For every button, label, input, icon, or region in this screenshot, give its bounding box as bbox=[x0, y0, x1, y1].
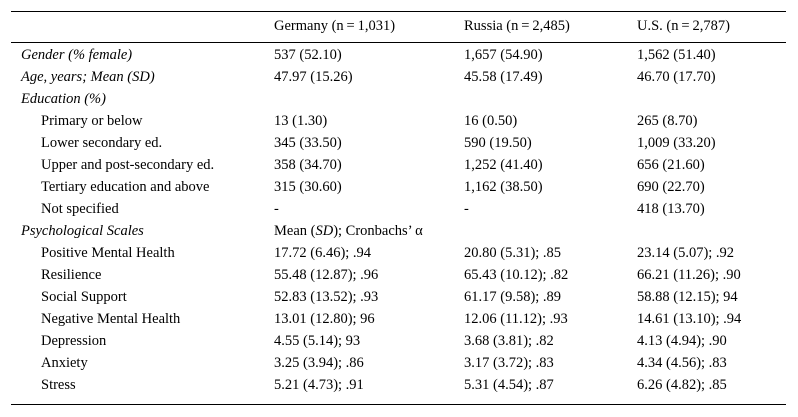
table-row bbox=[11, 44, 786, 66]
cell-russia: 65.43 (10.12); .82 bbox=[464, 267, 569, 283]
row-label: Lower secondary ed. bbox=[41, 135, 163, 151]
scales-note-prefix: Mean ( bbox=[274, 223, 316, 239]
table-row bbox=[11, 286, 786, 308]
row-label: Education (%) bbox=[21, 91, 106, 107]
row-label: Positive Mental Health bbox=[41, 245, 175, 261]
cell-germany: 52.83 (13.52); .93 bbox=[274, 289, 379, 305]
cell-germany: 17.72 (6.46); .94 bbox=[274, 245, 372, 261]
cell-germany: 5.21 (4.73); .91 bbox=[274, 377, 364, 393]
cell-russia: - bbox=[464, 201, 469, 217]
header-us: U.S. (n = 2,787) bbox=[637, 18, 730, 34]
cell-germany: 345 (33.50) bbox=[274, 135, 342, 151]
table-row bbox=[11, 220, 786, 242]
cell-russia: 45.58 (17.49) bbox=[464, 69, 543, 85]
cell-us: 14.61 (13.10); .94 bbox=[637, 311, 742, 327]
table-header-rule bbox=[11, 42, 786, 43]
cell-russia: 1,252 (41.40) bbox=[464, 157, 543, 173]
cell-us: 6.26 (4.82); .85 bbox=[637, 377, 727, 393]
row-label: Primary or below bbox=[41, 113, 143, 129]
row-label: Social Support bbox=[41, 289, 127, 305]
row-label: Not specified bbox=[41, 201, 119, 217]
cell-russia: 3.68 (3.81); .82 bbox=[464, 333, 554, 349]
cell-russia: 3.17 (3.72); .83 bbox=[464, 355, 554, 371]
cell-russia: 20.80 (5.31); .85 bbox=[464, 245, 562, 261]
table-row bbox=[11, 154, 786, 176]
cell-us: 46.70 (17.70) bbox=[637, 69, 716, 85]
cell-germany: 13.01 (12.80); 96 bbox=[274, 311, 375, 327]
cell-russia: 12.06 (11.12); .93 bbox=[464, 311, 568, 327]
cell-us: 4.34 (4.56); .83 bbox=[637, 355, 727, 371]
cell-russia: 1,162 (38.50) bbox=[464, 179, 543, 195]
table-row bbox=[11, 132, 786, 154]
cell-us: 656 (21.60) bbox=[637, 157, 705, 173]
table-row bbox=[11, 352, 786, 374]
table-row bbox=[11, 66, 786, 88]
cell-germany: 13 (1.30) bbox=[274, 113, 328, 129]
cell-us: 1,562 (51.40) bbox=[637, 47, 716, 63]
row-label: Anxiety bbox=[41, 355, 88, 371]
header-germany: Germany (n = 1,031) bbox=[274, 18, 396, 34]
cell-russia: 590 (19.50) bbox=[464, 135, 532, 151]
cell-russia: 16 (0.50) bbox=[464, 113, 518, 129]
cell-russia: 1,657 (54.90) bbox=[464, 47, 543, 63]
cell-germany: - bbox=[274, 201, 279, 217]
table-row bbox=[11, 176, 786, 198]
table-row bbox=[11, 330, 786, 352]
row-label: Age, years; Mean (SD) bbox=[21, 69, 155, 85]
row-label: Depression bbox=[41, 333, 107, 349]
table-row bbox=[11, 374, 786, 396]
cell-us: 66.21 (11.26); .90 bbox=[637, 267, 741, 283]
cell-us: 690 (22.70) bbox=[637, 179, 705, 195]
row-label: Resilience bbox=[41, 267, 102, 283]
table-row bbox=[11, 308, 786, 330]
table-bottom-rule bbox=[11, 404, 786, 405]
row-label: Stress bbox=[41, 377, 76, 393]
scales-note-sd: SD bbox=[315, 223, 334, 239]
cell-russia: 5.31 (4.54); .87 bbox=[464, 377, 554, 393]
cell-germany: 47.97 (15.26) bbox=[274, 69, 353, 85]
cell-us: 265 (8.70) bbox=[637, 113, 698, 129]
scales-note bbox=[274, 220, 423, 242]
table-row bbox=[11, 264, 786, 286]
row-label: Upper and post-secondary ed. bbox=[41, 157, 215, 173]
cell-germany: 55.48 (12.87); .96 bbox=[274, 267, 379, 283]
table-row bbox=[11, 88, 786, 110]
cell-germany: 537 (52.10) bbox=[274, 47, 342, 63]
header-russia: Russia (n = 2,485) bbox=[464, 18, 570, 34]
cell-germany: 358 (34.70) bbox=[274, 157, 342, 173]
cell-us: 1,009 (33.20) bbox=[637, 135, 716, 151]
table-row bbox=[11, 198, 786, 220]
cell-us: 418 (13.70) bbox=[637, 201, 705, 217]
cell-us: 23.14 (5.07); .92 bbox=[637, 245, 735, 261]
row-label: Psychological Scales bbox=[21, 223, 144, 239]
table-row bbox=[11, 110, 786, 132]
cell-russia: 61.17 (9.58); .89 bbox=[464, 289, 562, 305]
cell-germany: 4.55 (5.14); 93 bbox=[274, 333, 361, 349]
table-row bbox=[11, 242, 786, 264]
cell-us: 4.13 (4.94); .90 bbox=[637, 333, 727, 349]
scales-note-suffix: ); Cronbachs’ α bbox=[333, 223, 423, 239]
cell-us: 58.88 (12.15); 94 bbox=[637, 289, 738, 305]
row-label: Tertiary education and above bbox=[41, 179, 210, 195]
cell-germany: 3.25 (3.94); .86 bbox=[274, 355, 364, 371]
row-label: Gender (% female) bbox=[21, 47, 133, 63]
cell-germany: 315 (30.60) bbox=[274, 179, 342, 195]
row-label: Negative Mental Health bbox=[41, 311, 181, 327]
